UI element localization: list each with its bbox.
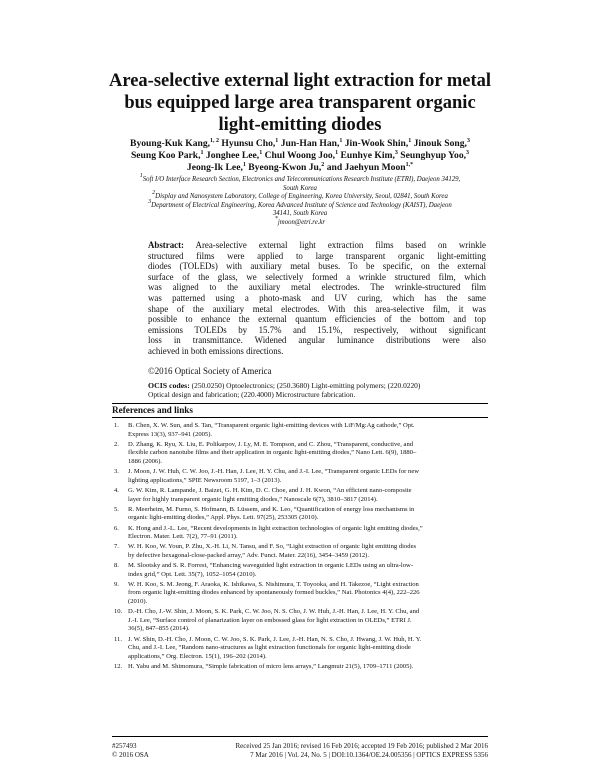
author-sup: 3	[394, 150, 398, 156]
reference-number: 5.	[114, 505, 119, 513]
abstract-text: structured films were applied to large transparent organic light-emitting	[148, 250, 486, 261]
reference-item	[112, 525, 488, 542]
reference-number: 2.	[114, 440, 119, 448]
reference-text: K. Hong and J.-L. Lee, “Recent developments in light extraction technologies of organic light emitting diodes,”	[128, 524, 423, 532]
reference-text: D.-H. Cho, J.-W. Shin, J. Moon, S. K. Park, C. W. Joo, N. S. Cho, J. W. Huh, J.-H. Han, J. Lee, H. Y. Chu, and	[128, 608, 420, 616]
reference-item	[112, 506, 488, 523]
author: Eunhye Kim,	[338, 150, 395, 161]
reference-text: D. Zhang, K. Ryu, X. Liu, E. Polikarpov, J. Ly, M. E. Tompson, and C. Zhou, “Transparent, conductive, and	[128, 440, 414, 448]
journal-citation: 7 Mar 2016 | Vol. 24, No. 5 | DOI:10.1364/OE.24.005356 | OPTICS EXPRESS 5356	[250, 751, 488, 759]
author-sup: 1	[259, 150, 263, 156]
received-dates: Received 25 Jan 2016; revised 16 Feb 2016; accepted 19 Feb 2016; published 2 Mar 2016	[235, 742, 488, 750]
reference-text: H. Yabu and M. Shimomura, “Simple fabrication of micro lens arrays,” Langmuir 21(5), 1709–1711 (2005).	[128, 662, 414, 670]
author: Seung Koo Park,	[130, 150, 201, 161]
affiliation-sup: 3	[148, 198, 152, 205]
references-heading: References and links	[112, 405, 193, 415]
reference-text: B. Chen, X. W. Sun, and S. Tan, “Transparent organic light-emitting devices with LiF/Mg:Ag cathode,” Opt.	[128, 422, 415, 429]
copyright-notice: ©2016 Optical Society of America	[148, 366, 272, 376]
section-divider	[112, 417, 488, 418]
abstract-text: Area-selective external light extraction films based on wrinkle	[183, 240, 486, 250]
reference-text: from organic light-emitting diodes enhanced by spontaneously formed buckles,” Nat. Photonics 4(4), 222–226	[128, 589, 420, 597]
abstract-text: shape of the auxiliary metal electrodes. With this area-selective film, it was	[148, 303, 486, 314]
reference-item	[112, 441, 488, 467]
email-link[interactable]: jmoon@etri.re.kr	[277, 218, 326, 226]
reference-number: 11.	[114, 635, 122, 643]
abstract-text: emissions TOLEDs by 15.7% and 15.1%, respectively, without significant	[148, 324, 486, 335]
abstract-text: was aligned to the auxiliary metal electrodes. The wrinkle-structured film	[148, 282, 486, 293]
email-block	[110, 215, 490, 228]
reference-text: layer for highly transparent organic light emitting diodes,” Nanoscale 6(7), 3810–3817 (2014).	[128, 495, 378, 503]
reference-number: 7.	[114, 543, 119, 551]
reference-text: index grid,” Opt. Lett. 35(7), 1052–1054 (2010).	[128, 570, 257, 578]
reference-item	[112, 487, 488, 504]
author-sup: 1	[275, 138, 279, 144]
author-line	[110, 150, 490, 162]
abstract-text: was patterned using a photo-mask and UV curing, which has the same	[148, 292, 486, 303]
author: Seunghyup Yoo,	[397, 150, 467, 161]
ocis-text: (250.0250) Optoelectronics; (250.3680) Light-emitting polymers; (220.0220)	[189, 381, 421, 390]
ocis-codes	[148, 381, 486, 400]
manuscript-id: #257493	[112, 742, 137, 750]
ocis-label: OCIS codes:	[148, 381, 190, 390]
affiliation-2	[110, 190, 490, 202]
reference-item	[112, 562, 488, 579]
reference-item	[112, 468, 488, 485]
reference-text: (2010).	[128, 598, 148, 606]
abstract-text: surface of the glass, we selectively formed a wrinkle structured film, which	[148, 271, 486, 282]
reference-text: G. W. Kim, R. Lampande, J. Baizet, G. H. Kim, D. C. Choe, and J. H. Kwon, “An efficient nano-composite	[128, 486, 412, 494]
reference-number: 1.	[114, 422, 119, 429]
author-sup: 1	[335, 150, 339, 156]
author: Chul Woong Joo,	[262, 150, 336, 161]
reference-number: 4.	[114, 486, 119, 494]
author-sup: 1	[200, 150, 204, 156]
reference-text: W. H. Koo, W. Youn, P. Zhu, X.-H. Li, N. Tansu, and F. So, “Light extraction of organic light emitting diodes	[128, 543, 417, 551]
affiliation-text: Display and Nanosystem Laboratory, College of Engineering, Korea University, Seoul, 02841, South Korea	[155, 193, 448, 201]
author-line	[110, 162, 490, 174]
author: Jun-Han Han,	[278, 138, 340, 149]
affiliation-text: 34141, South Korea	[272, 210, 328, 218]
title-line: Area-selective external light extraction for metal	[108, 71, 491, 91]
author-list	[110, 138, 490, 174]
reference-text: applications,” Org. Electron. 15(1), 196–202 (2014).	[128, 652, 267, 660]
title-line: bus equipped large area transparent organic	[124, 93, 476, 113]
author-sup: 2	[321, 162, 325, 168]
reference-text: J.-I. Lee, “Surface control of planarization layer on embossed glass for light extraction in OLEDs,” ETRI J.	[128, 616, 412, 624]
section-divider	[112, 403, 488, 404]
reference-number: 6.	[114, 524, 119, 532]
reference-item	[112, 663, 488, 672]
reference-number: 3.	[114, 468, 119, 476]
affiliation-text: South Korea	[283, 184, 317, 192]
author-sup: 1, 2	[210, 138, 220, 144]
footer-right	[200, 742, 488, 760]
affiliation-sup: 2	[152, 190, 156, 197]
author: Jinouk Song,	[411, 138, 467, 149]
reference-text: 1886 (2006).	[128, 457, 163, 465]
author: Jin-Wook Shin,	[342, 138, 409, 149]
reference-text: organic light-emitting diodes,” Appl. Phys. Lett. 97(25), 253305 (2010).	[128, 514, 319, 522]
affiliation-text: Department of Electrical Engineering, Korea Advanced Institute of Science and Technology (KAIST), Daejeon	[151, 201, 452, 209]
reference-text: M. Slootsky and S. R. Forrest, “Enhancing waveguided light extraction in organic LEDs using an ultra-low-	[128, 562, 414, 570]
author-sup: 1	[339, 138, 343, 144]
author: Jonghee Lee,	[203, 150, 260, 161]
reference-text: flexible carbon nanotube films and their application in organic light-emitting diodes,” Nano Lett. 6(9), 1880–	[128, 449, 417, 457]
author: Jeong-Ik Lee,	[186, 162, 243, 173]
abstract-text: achieved in both emissions directions.	[148, 345, 284, 356]
abstract	[148, 240, 486, 357]
reference-text: by defective hexagonal-close-packed array,” Adv. Funct. Mater. 22(16), 3454–3459 (2012).	[128, 551, 370, 559]
affiliation-sup: 1	[139, 173, 143, 179]
reference-text: J. Moon, J. W. Huh, C. W. Joo, J.-H. Han, J. Lee, H. Y. Chu, and J.-I. Lee, “Transparent organic LEDs for new	[128, 468, 420, 476]
reference-number: 9.	[114, 580, 119, 588]
reference-item	[112, 636, 488, 662]
paper-title	[100, 70, 500, 136]
abstract-label: Abstract:	[148, 240, 184, 250]
reference-text: R. Meerheim, M. Furno, S. Hofmann, B. Lüssem, and K. Leo, “Quantification of energy loss mechanisms in	[128, 505, 415, 513]
abstract-text: possible to enhance the external quantum efficiencies of the bottom and top	[148, 314, 486, 325]
author-sup: 1,*	[405, 162, 414, 168]
author-line	[110, 138, 490, 150]
affiliation-text: Soft I/O Interface Research Section, Electronics and Telecommunications Research Institute (ETRI), Daejeon 34129,	[142, 176, 461, 183]
author-sup: 3	[466, 138, 470, 144]
author: Byeong-Kwon Ju,	[245, 162, 322, 173]
reference-text: J. W. Shin, D.-H. Cho, J. Moon, C. W. Joo, S. K. Park, J. Lee, J.-H. Han, N. S. Cho, J. Hwang, J. W. Huh, H. Y.	[128, 635, 422, 643]
footer-left	[112, 742, 149, 760]
reference-list	[112, 422, 488, 673]
author-sup: 1	[408, 138, 412, 144]
reference-text: 36(5), 847–855 (2014).	[128, 625, 190, 633]
reference-item	[112, 422, 488, 439]
title-line: light-emitting diodes	[218, 115, 382, 135]
reference-number: 10.	[114, 608, 123, 616]
ocis-text: Optical design and fabrication; (220.4000) Microstructure fabrication.	[148, 390, 356, 400]
author-sup: 1	[242, 162, 246, 168]
reference-item	[112, 543, 488, 560]
reference-text: Express 13(3), 937–941 (2005).	[128, 430, 213, 438]
author: Hyunsu Cho,	[219, 138, 276, 149]
reference-text: Chu, and J.-I. Lee, “Random nano-structures as light extraction functionals for organic light-emitting diode	[128, 644, 411, 652]
reference-number: 8.	[114, 562, 119, 570]
reference-text: Electron. Mater. Lett. 7(2), 77–91 (2011).	[128, 533, 238, 541]
author-sup: 3	[466, 150, 470, 156]
reference-number: 12.	[114, 662, 123, 670]
email-sup: *	[274, 215, 278, 222]
author: and Jaehyun Moon	[324, 162, 406, 173]
osa-copyright: © 2016 OSA	[112, 751, 149, 759]
footer-divider	[112, 736, 488, 737]
abstract-text: diodes (TOLEDs) with auxiliary metal buses. To be specific, on the external	[148, 261, 486, 272]
affiliations	[110, 173, 490, 228]
affiliation-3	[110, 198, 490, 219]
affiliation-1	[110, 173, 490, 193]
abstract-text: loss in transmittance. Widened angular luminance distributions were also	[148, 335, 486, 346]
reference-item	[112, 581, 488, 607]
reference-item	[112, 608, 488, 634]
author: Byoung-Kuk Kang,	[130, 138, 211, 149]
reference-text: W. H. Koo, S. M. Jeong, F. Araoka, K. Ishikawa, S. Nishimura, T. Toyooka, and H. Takezoe, “Light extraction	[128, 580, 419, 588]
reference-text: lighting applications,” SPIE Newsroom 5197, 1–3 (2013).	[128, 476, 282, 484]
